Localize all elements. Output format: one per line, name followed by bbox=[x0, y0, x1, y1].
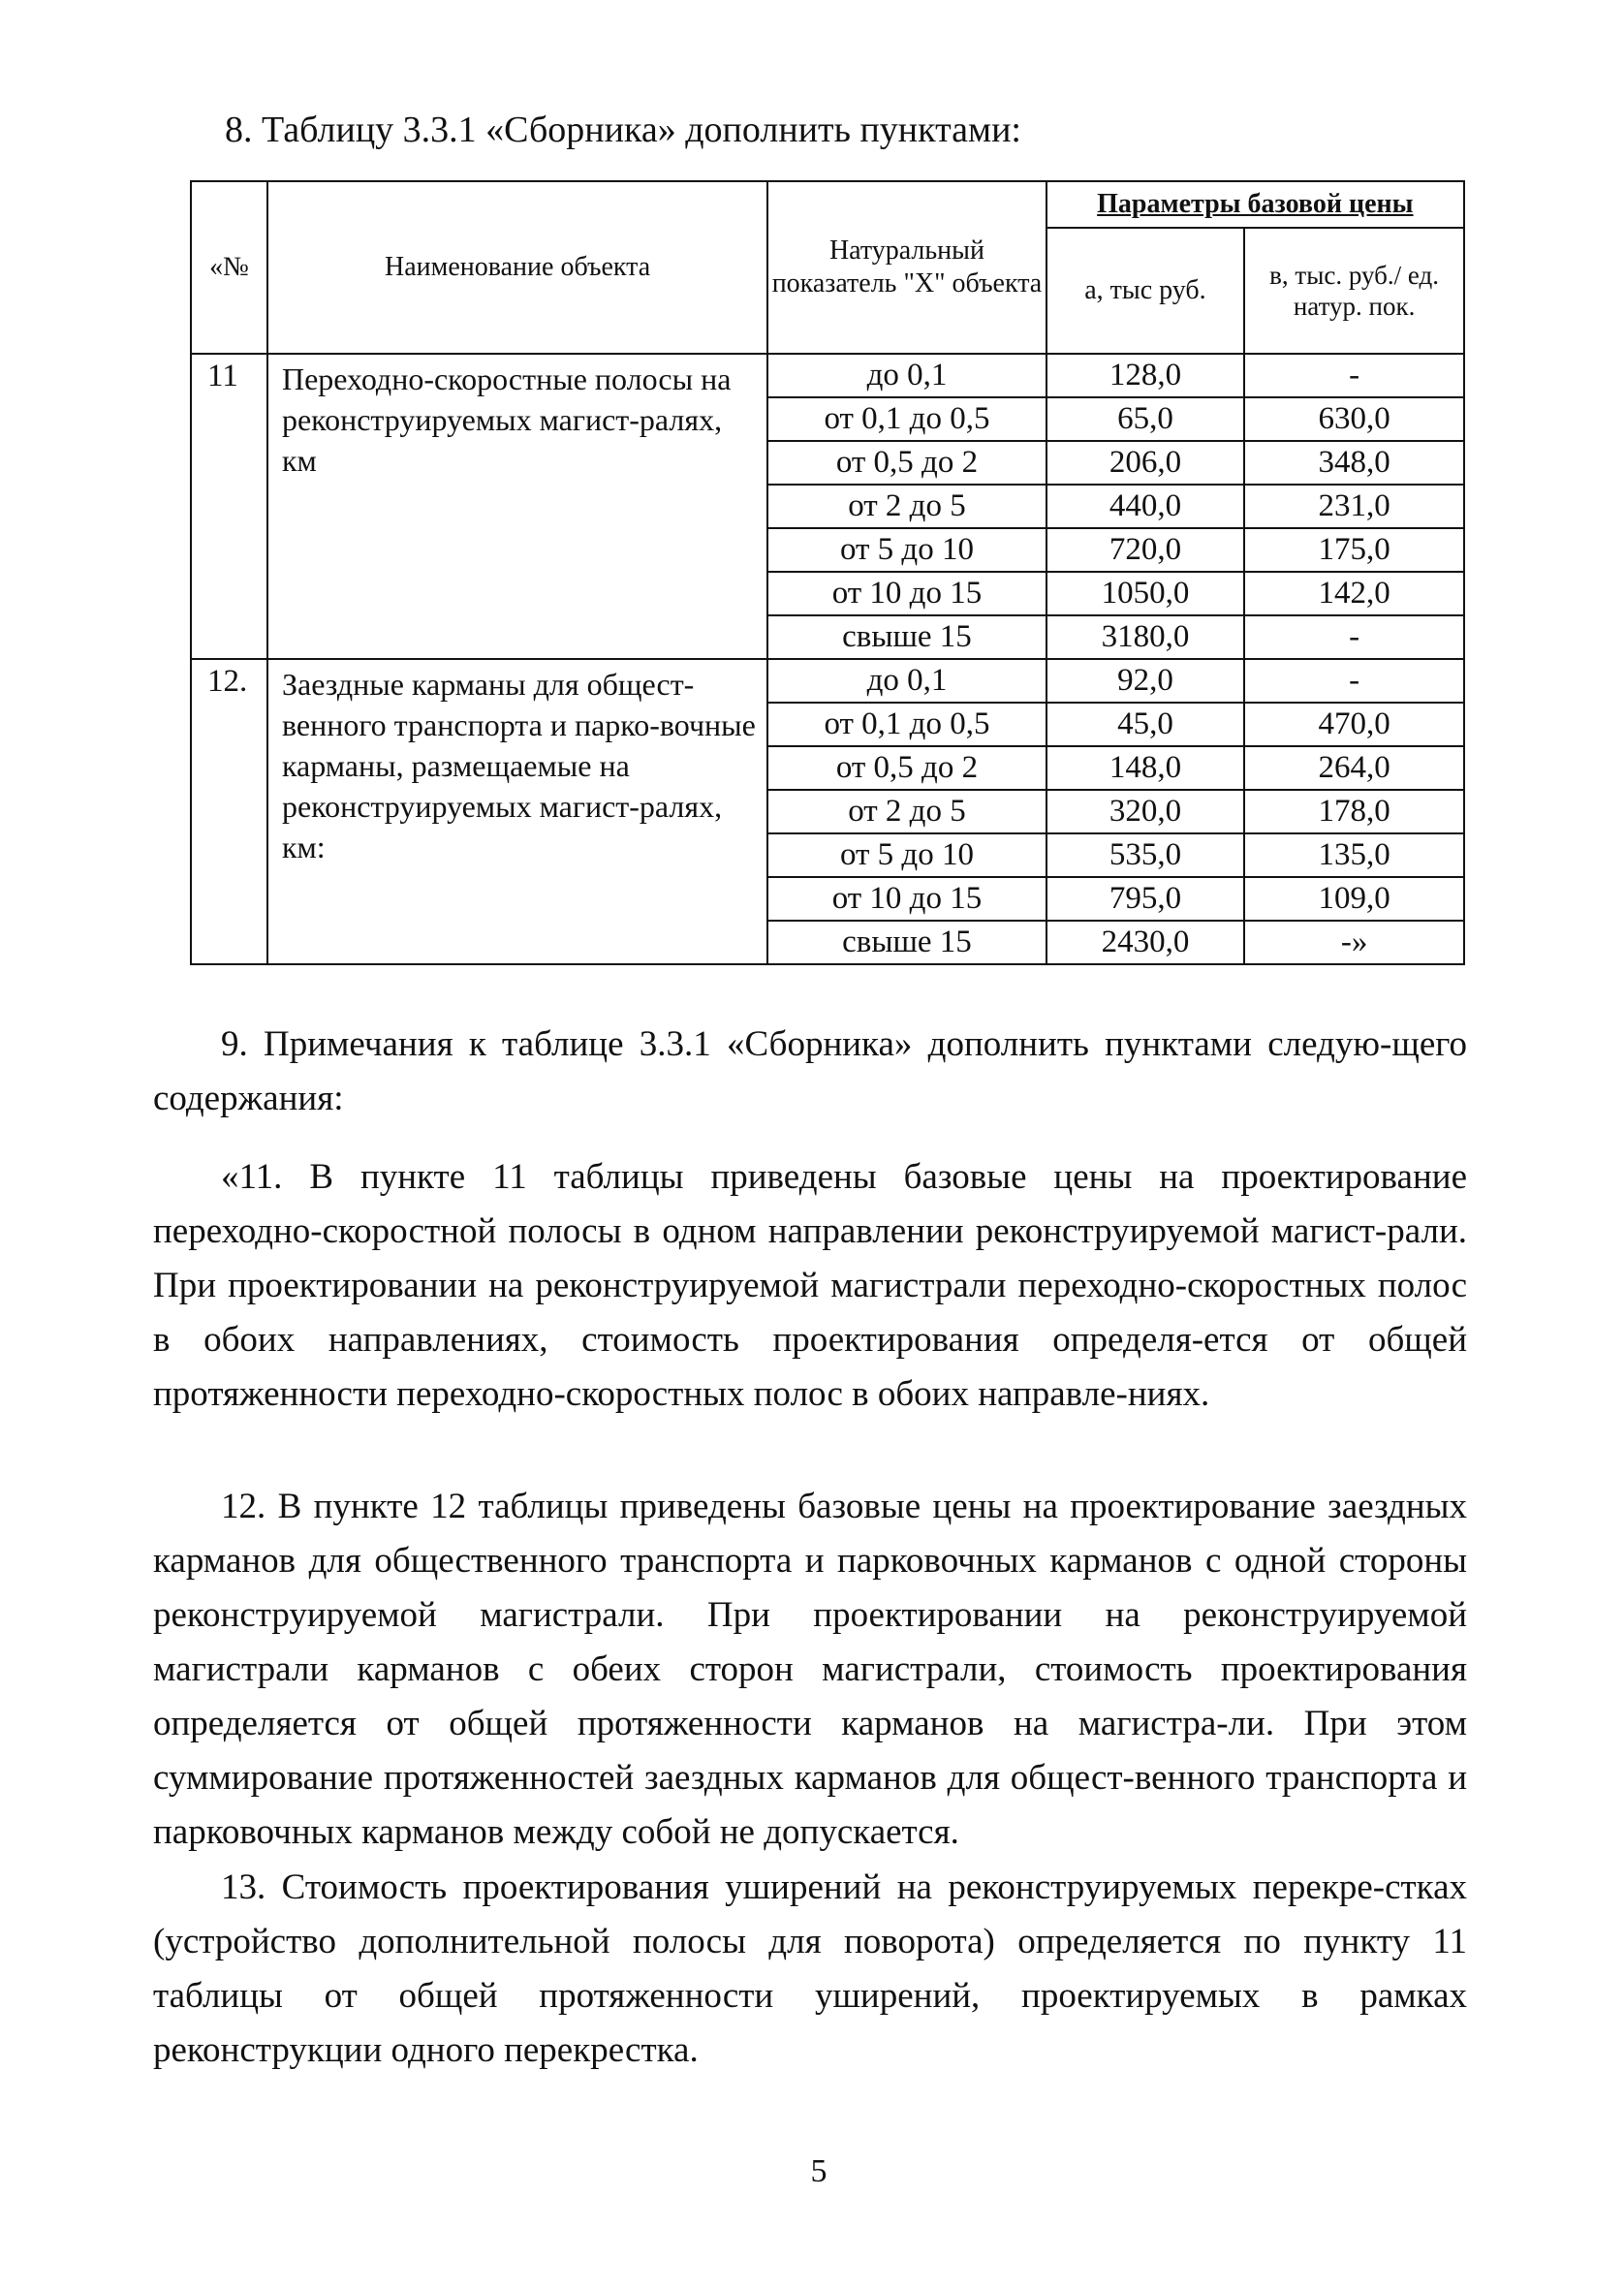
price-a: 1050,0 bbox=[1046, 572, 1244, 615]
row-number: 12. bbox=[191, 659, 267, 964]
natural-value: от 10 до 15 bbox=[767, 572, 1046, 615]
natural-value: от 0,5 до 2 bbox=[767, 746, 1046, 790]
object-name: Заездные карманы для общест-венного транспорта и парко-вочные карманы, размещаемые на реконструируемых магист-ралях, км: bbox=[267, 659, 767, 964]
header-name: Наименование объекта bbox=[267, 181, 767, 354]
table-row bbox=[191, 659, 1464, 703]
header-a: а, тыс руб. bbox=[1046, 228, 1244, 354]
row-number: 11 bbox=[191, 354, 267, 659]
price-table bbox=[190, 180, 1465, 965]
price-b: 109,0 bbox=[1244, 877, 1464, 921]
price-a: 795,0 bbox=[1046, 877, 1244, 921]
price-a: 440,0 bbox=[1046, 485, 1244, 528]
natural-value: до 0,1 bbox=[767, 354, 1046, 397]
page-number: 5 bbox=[810, 2153, 828, 2189]
price-a: 65,0 bbox=[1046, 397, 1244, 441]
natural-value: свыше 15 bbox=[767, 615, 1046, 659]
natural-value: свыше 15 bbox=[767, 921, 1046, 964]
price-a: 92,0 bbox=[1046, 659, 1244, 703]
table-row bbox=[191, 354, 1464, 397]
price-a: 128,0 bbox=[1046, 354, 1244, 397]
header-num: «№ bbox=[191, 181, 267, 354]
paragraph-9: 9. Примечания к таблице 3.3.1 «Сборника» дополнить пунктами следую-щего содержания: bbox=[153, 1024, 1467, 1118]
price-a: 45,0 bbox=[1046, 703, 1244, 746]
price-b: 470,0 bbox=[1244, 703, 1464, 746]
natural-value: от 2 до 5 bbox=[767, 790, 1046, 833]
natural-value: от 0,1 до 0,5 bbox=[767, 397, 1046, 441]
object-name: Переходно-скоростные полосы на реконструируемых магист-ралях, км bbox=[267, 354, 767, 659]
price-a: 206,0 bbox=[1046, 441, 1244, 485]
natural-value: от 5 до 10 bbox=[767, 833, 1046, 877]
header-params: Параметры базовой цены bbox=[1046, 181, 1464, 228]
price-b: 135,0 bbox=[1244, 833, 1464, 877]
paragraph-13: 13. Стоимость проектирования уширений на реконструируемых перекре-стках (устройство дополнительной полосы для поворота) определяется по пункту 11 таблицы от общей протяженности уширений, проектируемых в рамках реконструкции одного перекрестка. bbox=[153, 1867, 1467, 2070]
price-a: 535,0 bbox=[1046, 833, 1244, 877]
natural-value: от 5 до 10 bbox=[767, 528, 1046, 572]
price-b: - bbox=[1244, 659, 1464, 703]
natural-value: до 0,1 bbox=[767, 659, 1046, 703]
price-b: - bbox=[1244, 615, 1464, 659]
price-a: 320,0 bbox=[1046, 790, 1244, 833]
header-b: в, тыс. руб./ ед. натур. пок. bbox=[1244, 228, 1464, 354]
section-heading: 8. Таблицу 3.3.1 «Сборника» дополнить пунктами: bbox=[225, 110, 1021, 150]
price-b: - bbox=[1244, 354, 1464, 397]
natural-value: от 0,1 до 0,5 bbox=[767, 703, 1046, 746]
paragraph-11: «11. В пункте 11 таблицы приведены базовые цены на проектирование переходно-скоростной полосы в одном направлении реконструируемой магист-рали. При проектировании на реконструируемой магистрали переходно-скоростных полос в обоих направлениях, стоимость проектирования определя-ется от общей протяженности переходно-скоростных полос в обоих направле-ниях. bbox=[153, 1157, 1467, 1414]
paragraph-12: 12. В пункте 12 таблицы приведены базовые цены на проектирование заездных карманов для общественного транспорта и парковочных карманов с одной стороны реконструируемой магистрали. При проектировании на реконструируемой магистрали карманов с обеих сторон магистрали, стоимость проектирования определяется от общей протяженности карманов на магистра-ли. При этом суммирование протяженностей заездных карманов для общест-венного транспорта и парковочных карманов между собой не допускается. bbox=[153, 1487, 1467, 1852]
natural-value: от 2 до 5 bbox=[767, 485, 1046, 528]
price-a: 2430,0 bbox=[1046, 921, 1244, 964]
price-b: 348,0 bbox=[1244, 441, 1464, 485]
price-a: 148,0 bbox=[1046, 746, 1244, 790]
price-a: 720,0 bbox=[1046, 528, 1244, 572]
price-b: 178,0 bbox=[1244, 790, 1464, 833]
price-b: 264,0 bbox=[1244, 746, 1464, 790]
price-b: 630,0 bbox=[1244, 397, 1464, 441]
price-b: 175,0 bbox=[1244, 528, 1464, 572]
natural-value: от 10 до 15 bbox=[767, 877, 1046, 921]
header-natural: Натуральный показатель "X" объекта bbox=[767, 181, 1046, 354]
price-b: -» bbox=[1244, 921, 1464, 964]
price-b: 231,0 bbox=[1244, 485, 1464, 528]
price-a: 3180,0 bbox=[1046, 615, 1244, 659]
table-body bbox=[191, 354, 1464, 964]
price-b: 142,0 bbox=[1244, 572, 1464, 615]
natural-value: от 0,5 до 2 bbox=[767, 441, 1046, 485]
